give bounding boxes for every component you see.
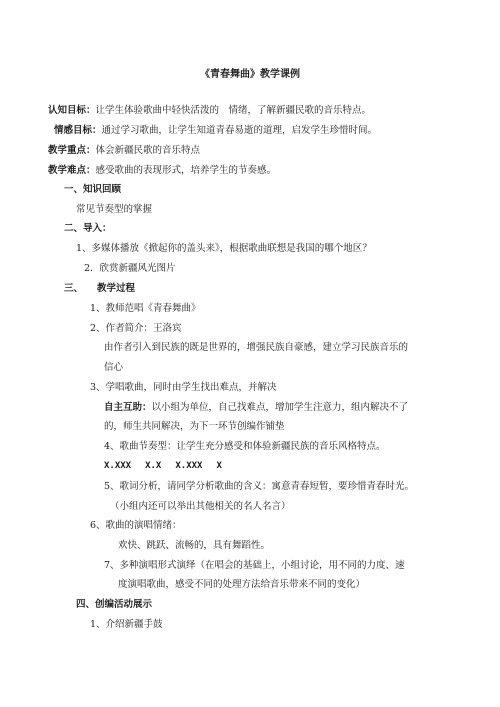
section2-item2: 2．欣赏新疆风光图片	[84, 263, 176, 274]
rhythm-4: X	[216, 461, 222, 471]
objective-knowledge-text: 让学生体验歌曲中轻快活泼的 情绪，了解新疆民歌的音乐特点。	[95, 105, 372, 116]
section3-item3: 3、学唱歌曲，同时由学生找出难点，并解决	[90, 382, 277, 393]
section4-item1: 1、介绍新疆手鼓	[90, 619, 163, 630]
section3-item6-detail: 欢快、跳跃、流畅的，具有舞蹈性。	[118, 540, 271, 551]
section3-item4: 4、歌曲节奏型：让学生充分感受和体验新疆民族的音乐风格特点。	[104, 441, 386, 452]
section1-content: 常见节奏型的掌握	[76, 204, 153, 215]
objective-knowledge-label: 认知目标：	[48, 105, 96, 116]
section3-heading-num: 三、	[64, 283, 84, 294]
self-help-line2: 的，师生共同解决，为下一环节创编作铺垫	[104, 421, 285, 432]
rhythm-3: X.XXX	[175, 461, 203, 471]
teaching-focus-text: 体会新疆民歌的音乐特点	[95, 145, 201, 156]
self-help-line1	[104, 401, 408, 414]
objective-emotion	[54, 124, 377, 137]
section2-item1: 1、多媒体播放《掀起你的盖头来》，根据歌曲联想是我国的哪个地区？	[76, 243, 372, 254]
teaching-difficulty-text: 感受歌曲的表现形式，培养学生的节奏感。	[95, 165, 277, 176]
objective-emotion-label: 情感目标：	[54, 125, 102, 136]
self-help-label: 自主互助：	[104, 402, 152, 413]
objective-knowledge	[48, 104, 371, 117]
section3-item1: 1、教师范唱《青春舞曲》	[90, 303, 201, 314]
rhythm-1: X.XXX	[104, 461, 132, 471]
section3-heading-text: 教学过程	[97, 283, 136, 294]
rhythm-2: X.X	[145, 461, 162, 471]
section3-item7-line1: 7、多种演唱形式演绎（在唱会的基础上，小组讨论，用不同的力度、速	[104, 560, 405, 571]
section4-heading: 四、创编活动展示	[76, 599, 153, 610]
section3-item2: 2、作者简介：王洛宾	[90, 323, 182, 334]
section2-heading: 二、导入：	[64, 223, 112, 234]
teaching-difficulty	[48, 164, 276, 177]
teaching-focus-label: 教学重点：	[48, 145, 96, 156]
section3-item7-line2: 度演唱歌曲，感受不同的处理方法给音乐带来不同的变化）	[118, 579, 366, 590]
section3-item6: 6、歌曲的演唱情绪：	[90, 520, 182, 531]
objective-emotion-text: 通过学习歌曲，让学生知道青春易逝的道理，启发学生珍惜时间。	[101, 125, 378, 136]
section3-item5-line2: （小组内还可以举出其他相关的名人名言）	[110, 501, 291, 512]
rhythm-pattern	[104, 460, 222, 473]
teaching-difficulty-label: 教学难点：	[48, 165, 96, 176]
section3-item2-detail-1: 由作者引入到民族的既是世界的，增强民族自豪感，建立学习民族音乐的	[104, 342, 409, 353]
document-title: 《青春舞曲》教学课例	[200, 69, 300, 80]
self-help-text-1: 以小组为单位，自己找难点，增加学生注意力，组内解决不了	[151, 402, 409, 413]
section1-heading: 一、知识回顾	[64, 184, 122, 195]
teaching-focus	[48, 144, 200, 157]
section3-item5-line1: 5、歌词分析，请同学分析歌曲的含义：寓意青春短暂，要珍惜青春时光。	[104, 481, 415, 492]
section3-item2-detail-2: 信心	[104, 362, 124, 373]
section3-heading	[64, 282, 135, 295]
